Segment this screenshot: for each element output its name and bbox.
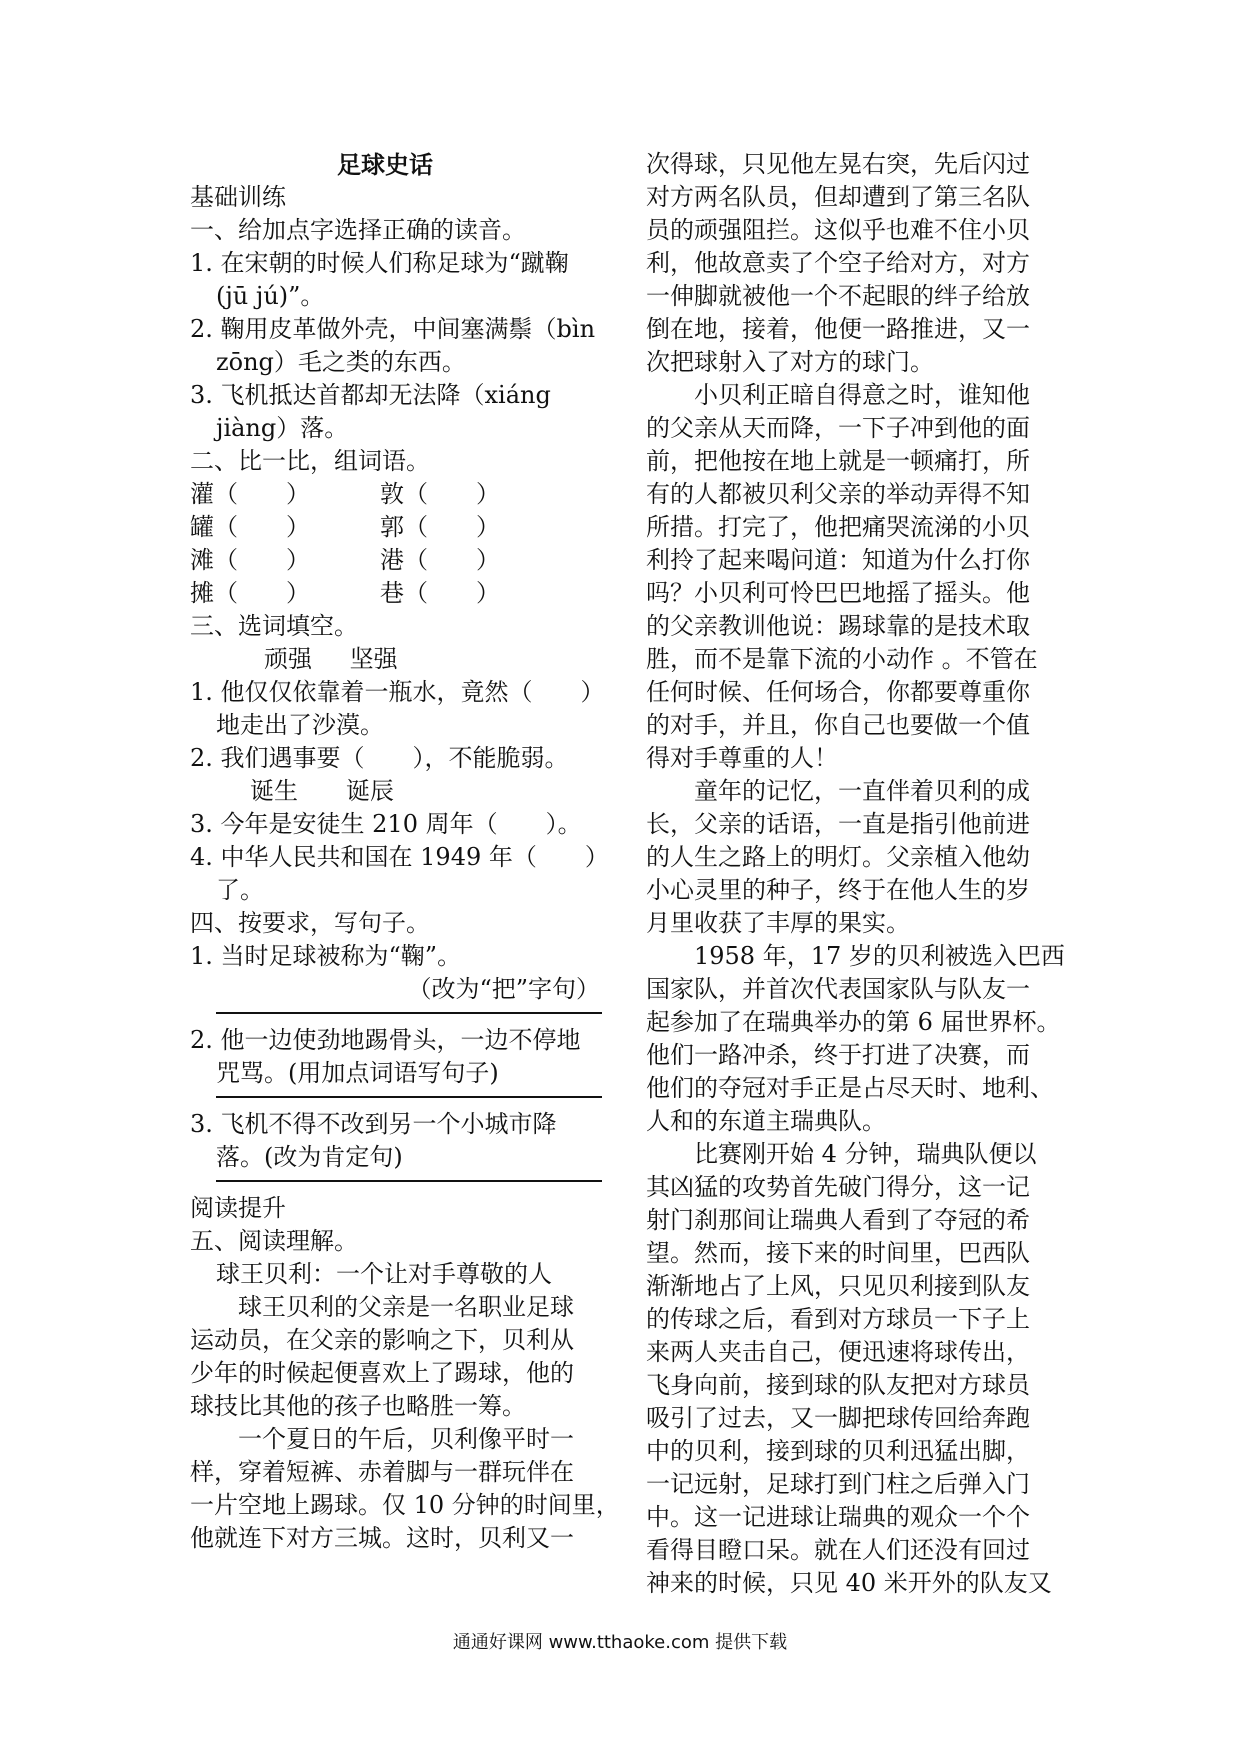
passage-line: 飞身向前，接到球的队友把对方球员 — [646, 1371, 1030, 1399]
passage-line: 对方两名队员，但却遭到了第三名队 — [646, 183, 1030, 211]
q1-item-2: 2. 鞠用皮革做外壳，中间塞满鬃（bìn — [190, 315, 596, 343]
q3-item-1: 1. 他仅仅依靠着一瓶水，竟然（ ） — [190, 678, 605, 706]
passage-line: 起参加了在瑞典举办的第 6 届世界杯。 — [646, 1008, 1061, 1036]
passage-line: 小贝利正暗自得意之时，谁知他 — [694, 381, 1030, 409]
passage-line: 次得球，只见他左晃右突，先后闪过 — [646, 150, 1030, 178]
q4-item-3: 3. 飞机不得不改到另一个小城市降 — [190, 1110, 557, 1138]
word-blank: 港（ ） — [380, 546, 500, 574]
passage-line: 其凶猛的攻势首先破门得分，这一记 — [646, 1173, 1030, 1201]
right-column — [646, 148, 1066, 1600]
passage-line: 的父亲从天而降，一下子冲到他的面 — [646, 414, 1030, 442]
q1-item-3: 3. 飞机抵达首都却无法降（xiáng — [190, 381, 551, 409]
passage-line: 看得目瞪口呆。就在人们还没有回过 — [646, 1536, 1030, 1564]
q4-item-2-cont: 咒骂。(用加点词语写句子) — [216, 1059, 499, 1087]
passage-line: 1958 年，17 岁的贝利被选入巴西 — [694, 942, 1065, 970]
q2-word-pairs — [190, 478, 500, 610]
q4-item-1-requirement: （改为“把”字句） — [407, 975, 600, 1003]
passage-line: 人和的东道主瑞典队。 — [646, 1107, 886, 1135]
word-pair-row — [190, 544, 500, 577]
q3-word-bank-1: 顽强 坚强 — [264, 645, 398, 673]
passage-line: 神来的时候，只见 40 米开外的队友又 — [646, 1569, 1052, 1597]
q3-item-1-cont: 地走出了沙漠。 — [216, 711, 384, 739]
q1-heading: 一、给加点字选择正确的读音。 — [190, 216, 526, 244]
passage-line: 小心灵里的种子，终于在他人生的岁 — [646, 876, 1030, 904]
passage-line: 一片空地上踢球。仅 10 分钟的时间里， — [190, 1491, 620, 1519]
answer-line — [216, 1006, 602, 1014]
passage-line: 望。然而，接下来的时间里，巴西队 — [646, 1239, 1030, 1267]
q1-item-1: 1. 在宋朝的时候人们称足球为“蹴鞠 — [190, 249, 569, 277]
word-pair-row — [190, 478, 500, 511]
q4-item-1: 1. 当时足球被称为“鞠”。 — [190, 942, 462, 970]
passage-line: 他就连下对方三城。这时，贝利又一 — [190, 1524, 574, 1552]
word-blank: 巷（ ） — [380, 579, 500, 607]
passage-line: 所措。打完了，他把痛哭流涕的小贝 — [646, 513, 1030, 541]
section-basic-heading: 基础训练 — [190, 183, 286, 211]
word-blank: 郭（ ） — [380, 513, 500, 541]
passage-line: 球王贝利的父亲是一名职业足球 — [238, 1293, 574, 1321]
passage-line: 利拎了起来喝问道：知道为什么打你 — [646, 546, 1030, 574]
word-pair-row — [190, 577, 500, 610]
passage-line: 渐渐地占了上风，只见贝利接到队友 — [646, 1272, 1030, 1300]
passage-line: 倒在地，接着，他便一路推进，又一 — [646, 315, 1030, 343]
q5-heading: 五、阅读理解。 — [190, 1227, 358, 1255]
passage-line: 一记远射，足球打到门柱之后弹入门 — [646, 1470, 1030, 1498]
passage-line: 前，把他按在地上就是一顿痛打，所 — [646, 447, 1030, 475]
passage-line: 胜，而不是靠下流的小动作 。不管在 — [646, 645, 1038, 673]
q2-heading: 二、比一比，组词语。 — [190, 447, 430, 475]
answer-line — [216, 1174, 602, 1182]
word-blank: 灌（ ） — [190, 480, 310, 508]
passage-line: 少年的时候起便喜欢上了踢球，他的 — [190, 1359, 574, 1387]
q4-heading: 四、按要求，写句子。 — [190, 909, 430, 937]
passage-line: 得对手尊重的人！ — [646, 744, 838, 772]
word-blank: 罐（ ） — [190, 513, 310, 541]
q3-heading: 三、选词填空。 — [190, 612, 358, 640]
q4-item-2: 2. 他一边使劲地踢骨头，一边不停地 — [190, 1026, 581, 1054]
q3-item-2: 2. 我们遇事要（ ），不能脆弱。 — [190, 744, 569, 772]
passage-line: 的人生之路上的明灯。父亲植入他幼 — [646, 843, 1030, 871]
passage-line: 运动员，在父亲的影响之下，贝利从 — [190, 1326, 574, 1354]
q1-item-3-cont: jiàng）落。 — [216, 414, 349, 442]
passage-line: 长，父亲的话语，一直是指引他前进 — [646, 810, 1030, 838]
q3-item-4-cont: 了。 — [216, 876, 264, 904]
passage-line: 月里收获了丰厚的果实。 — [646, 909, 910, 937]
passage-line: 吸引了过去，又一脚把球传回给奔跑 — [646, 1404, 1030, 1432]
passage-line: 比赛刚开始 4 分钟，瑞典队便以 — [694, 1140, 1037, 1168]
q1-item-1-cont: (jū jú)”。 — [216, 282, 325, 310]
q3-item-3: 3. 今年是安徒生 210 周年（ ）。 — [190, 810, 582, 838]
q3-item-4: 4. 中华人民共和国在 1949 年（ ） — [190, 843, 609, 871]
passage-line: 童年的记忆，一直伴着贝利的成 — [694, 777, 1030, 805]
passage-line: 利，他故意卖了个空子给对方，对方 — [646, 249, 1030, 277]
word-blank: 滩（ ） — [190, 546, 310, 574]
passage-line: 任何时候、任何场合，你都要尊重你 — [646, 678, 1030, 706]
passage-title: 球王贝利：一个让对手尊敬的人 — [216, 1260, 552, 1288]
passage-line: 的父亲教训他说：踢球靠的是技术取 — [646, 612, 1030, 640]
footer-credit: 通通好课网 www.tthaoke.com 提供下载 — [452, 1632, 788, 1653]
passage-line: 他们一路冲杀，终于打进了决赛，而 — [646, 1041, 1030, 1069]
answer-line — [216, 1090, 602, 1098]
word-blank: 敦（ ） — [380, 480, 500, 508]
passage-line: 射门刹那间让瑞典人看到了夺冠的希 — [646, 1206, 1030, 1234]
passage-line: 球技比其他的孩子也略胜一筹。 — [190, 1392, 526, 1420]
passage-line: 中的贝利，接到球的贝利迅猛出脚， — [646, 1437, 1030, 1465]
passage-line: 他们的夺冠对手正是占尽天时、地利、 — [646, 1074, 1054, 1102]
q1-item-2-cont: zōng）毛之类的东西。 — [216, 348, 466, 376]
passage-line: 吗？小贝利可怜巴巴地摇了摇头。他 — [646, 579, 1030, 607]
passage-line: 样，穿着短裤、赤着脚与一群玩伴在 — [190, 1458, 574, 1486]
passage-line: 一个夏日的午后，贝利像平时一 — [238, 1425, 574, 1453]
passage-line: 的对手，并且，你自己也要做一个值 — [646, 711, 1030, 739]
passage-line: 国家队，并首次代表国家队与队友一 — [646, 975, 1030, 1003]
page-title: 足球史话 — [337, 150, 433, 179]
q3-word-bank-2: 诞生 诞辰 — [250, 777, 394, 805]
q4-item-3-cont: 落。(改为肯定句) — [216, 1143, 403, 1171]
passage-line: 次把球射入了对方的球门。 — [646, 348, 934, 376]
passage-line: 中。这一记进球让瑞典的观众一个个 — [646, 1503, 1030, 1531]
passage-line: 来两人夹击自己，便迅速将球传出， — [646, 1338, 1030, 1366]
passage-line: 有的人都被贝利父亲的举动弄得不知 — [646, 480, 1030, 508]
word-pair-row — [190, 511, 500, 544]
left-column — [190, 148, 620, 1555]
word-blank: 摊（ ） — [190, 579, 310, 607]
passage-line: 员的顽强阻拦。这似乎也难不住小贝 — [646, 216, 1030, 244]
passage-line: 的传球之后，看到对方球员一下子上 — [646, 1305, 1030, 1333]
section-reading-heading: 阅读提升 — [190, 1194, 286, 1222]
passage-line: 一伸脚就被他一个不起眼的绊子给放 — [646, 282, 1030, 310]
